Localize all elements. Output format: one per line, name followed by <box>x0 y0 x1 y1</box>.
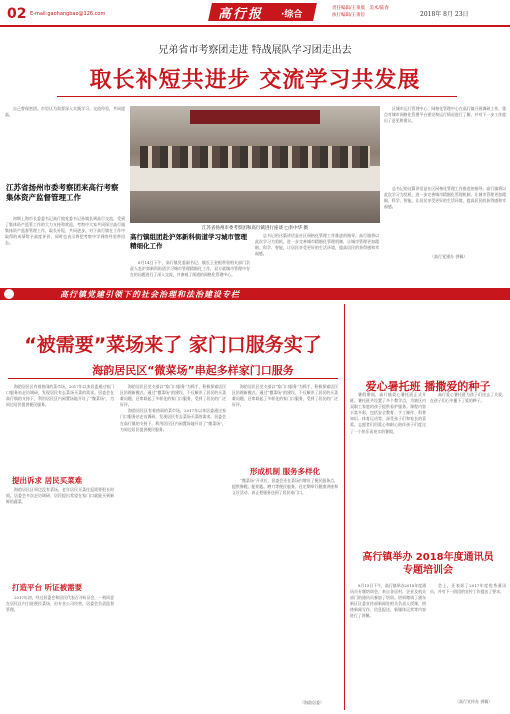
page-number: 02 <box>7 6 27 22</box>
party-emblem-icon <box>4 289 14 299</box>
feature-h4-body: “微菜场”开业后，居委会还在菜场内增设了便民服务点，提供修鞋、配钥匙、磨刀等便民服务，还定期举行健康讲座和义诊活动，真正把服务送到了居民家门口。 <box>232 478 338 496</box>
feature-subheadline: 海韵居民区“微菜场”串起多样家门口服务 <box>92 364 294 377</box>
lead-col4-sign: （高行党建办 供稿） <box>430 254 468 259</box>
side2-signoff: （高行宣传办 供稿） <box>455 699 493 704</box>
lead-subhead-1: 江苏省扬州市委考察团来高行考察集体资产监督管理工作 <box>6 183 119 202</box>
lead-sub1-body: 初期上海市长委委书记高行镇党委书记孙镇长到高行交流，受到了集体资产监管工作的大力支持和欢迎。考察中大家共同探讨高行镇集体资产监督管理工作，取长补短，共同进步。对于高行镇在工作中取得的成绩给予高度评价，同时也表示将把考察中学到的经验带回去。 <box>5 216 125 246</box>
feature-col3-top: 海韵居民区党支部以“家门口服务”为抓手，积极探索居民区治理新模式，通过“微菜场”的建设，不仅解决了居民的买菜难问题，还串联起了多样化的家门口服务，受到了居民的广泛好评。 <box>232 384 338 408</box>
feature-h2-body: 海韵居民区周边没有菜场，老年居民买菜往返需要很长时间。居委会多次走访调研，居民提出希望在家门口就能买到新鲜的蔬菜。 <box>6 487 114 505</box>
feature-body: 海韵居民区有着热闹的菜市场，2017年以来居委通过家门口服务站走访调研，发现居民有去菜场买菜的需求。居委会在高行镇的支持下，利用居民区内闲置场地开设了“微菜场”，为周边居民提供便民服务。 <box>6 384 114 408</box>
banner-backdrop <box>190 110 320 124</box>
side1-headline: 爱心暑托班 播撒爱的种子 <box>365 380 491 393</box>
side2-body: 8月15日下午，高行镇举办2018年度通讯员专题培训会。来自各居村、企业及机关部门的通讯员参加了培训。培训邀请了浦东新区区委宣传部新闻处相关负责人授课，围绕新闻写作、信息报送、新媒体运营等内容进行了讲解。 <box>350 583 426 619</box>
headline-rule <box>57 96 457 97</box>
issue-date: 2018年 8月 23日 <box>420 11 469 18</box>
side1-body: 暑假期间，高行镇爱心暑托班正式开班。暑托班共设置了多个教学点，为辖区内双职工家庭的孩子提供看护服务。课程内容丰富多彩，包括安全教育、手工制作、科普知识、体育运动等，深受孩子们和家长的喜爱。志愿者们用爱心和耐心陪伴孩子们度过了一个快乐而充实的暑假。 <box>350 392 426 434</box>
lead-subhead-2: 高行镇组团赴沪郊新科街道学习城市管理精细化工作 <box>130 233 247 250</box>
feature-h3: 打造平台 听证被需要 <box>12 583 83 592</box>
lead-col4-body-2: 总书记的这篇讲话是社区网格化管理工作推进的指导。高行镇将以此次学习为契机，进一步完善城市精细化管理机制，让城市管理更加精细、科学、智能，让居民享受更好的生活环境，提高居民的获得感和幸福感。 <box>384 186 506 210</box>
header-email: E-mail:gaohangbao@126.com <box>30 11 106 17</box>
side2-headline: 高行镇举办 2018年度通讯员专题培训会 <box>362 552 494 576</box>
lead-col4-body: 区城市运行管理中心、网格化管理中心在高行镇开展调研工作，重点对城市网格化管理平台建设和运行情况进行了解，并对下一步工作提出了意见和建议。 <box>384 106 506 124</box>
column-divider <box>344 304 345 710</box>
page-header <box>0 0 510 28</box>
masthead: 高行报 <box>218 7 264 22</box>
feature-h3-body: 2017年初，经过居委会和居民代表召开听证会，一致同意在居民区内引进便民菜场，由专业公司经营，居委会负责监督管理。 <box>6 595 114 613</box>
feature-h4: 形成机制 服务多样化 <box>250 467 321 476</box>
side1-body-2: 高行爱心暑托班为孩子们送去了关爱，在孩子们心中播下了爱的种子。 <box>430 392 506 404</box>
banner-text: 高行镇党建引领下的社会治理和法治建设专栏 <box>60 290 240 299</box>
lead-kicker: 兄弟省市考察团走进 特战展队学习团走出去 <box>158 45 352 56</box>
lead-col3-body: 总书记的这篇讲话是社区网格化管理工作推进的指导。高行镇将以此次学习为契机，进一步完善城市精细化管理机制，让城市管理更加精细、科学、智能，让居民享受更好的生活环境，提高居民的获得感和幸福感。 <box>255 233 379 257</box>
feature-headline: “被需要”菜场来了 家门口服务实了 <box>24 334 322 356</box>
lead-sub2-body: 8月14日下午，高行镇党委副书记、镇长王金根带领相关部门负责人赴沪郊新科街道学习城市管理精细化工作，双方就城市管理中存在的问题进行了深入交流，并参观了街道的网格化管理中心。 <box>130 260 250 278</box>
section-label: ·综合 <box>281 10 303 20</box>
editor-credits: 责任编辑/王垂康 美术/陆春 执行编辑/王垂俭 <box>332 6 389 18</box>
feature-h2: 提出诉求 居民买菜难 <box>12 476 83 485</box>
lead-intro: 自己曾保密团。市里认为需要深入实践学习、交流经验，共同提高。 <box>5 106 125 118</box>
feature-col2: 海韵居民区党支部以“家门口服务”为抓手，积极探索居民区治理新模式，通过“微菜场”的建设，不仅解决了居民的买菜难问题，还串联起了多样化的家门口服务，受到了居民的广泛好评。 海韵居民区有着热闹的菜市场，2017年以来居委通过家门口服务站走访调研，发现居民有去菜场买菜的需求。居委会在高行镇的支持下，利用居民区内闲置场地开设了“微菜场”，为周边居民提供便民服务。 <box>120 384 226 432</box>
header-rule <box>0 25 510 27</box>
feature-rule <box>8 378 338 379</box>
feature-signoff: （海韵居委） <box>300 700 324 705</box>
conference-table <box>130 166 380 191</box>
meeting-photo <box>130 106 380 223</box>
photo-caption: 江苏省扬州市委考察团和高行镇进行座谈 □李中华 摄 <box>201 226 309 231</box>
attendees <box>140 146 370 168</box>
side2-body-2: 会上，还表彰了2017年度优秀通讯员，并对下一阶段的宣传工作提出了要求。 <box>430 583 506 595</box>
column-banner <box>0 288 510 300</box>
lead-headline: 取长补短共进步 交流学习共发展 <box>89 68 421 93</box>
